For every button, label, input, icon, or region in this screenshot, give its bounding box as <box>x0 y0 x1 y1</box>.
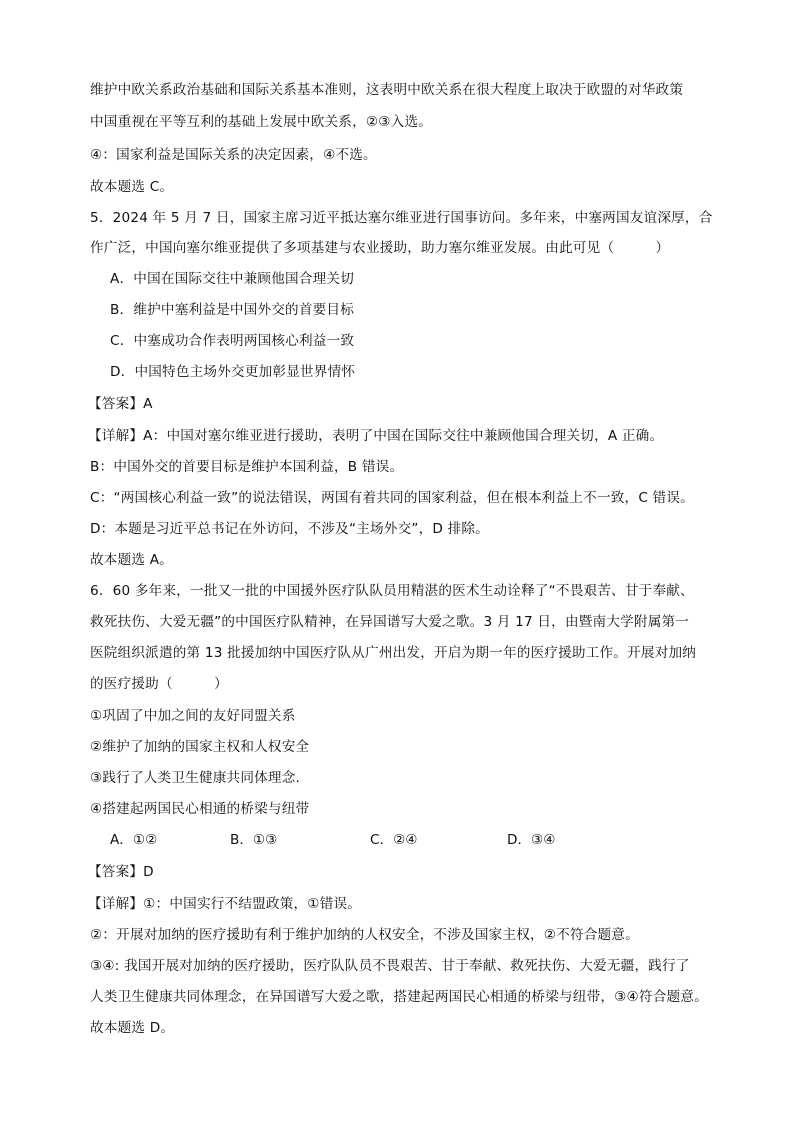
explanation-line: ③④: 我国开展对加纳的医疗援助，医疗队队员不畏艰苦、甘于奉献、救死扶伤、大爱无疆，践行了 <box>90 958 690 974</box>
explanation-line: 人类卫生健康共同体理念，在异国谱写大爱之歌，搭建起两国民心相通的桥梁与纽带，③④符合题意。 <box>90 989 708 1005</box>
question-5-option-b: B．维护中塞利益是中国外交的首要目标 <box>110 302 355 318</box>
question-6-stem: 6．60 多年来，一批又一批的中国援外医疗队队员用精湛的医术生动诠释了“不畏艰苦、甘于奉献、 <box>90 583 694 599</box>
answer-label: 【答案】A <box>88 396 153 412</box>
question-6-stem: 救死扶伤、大爱无疆”的中国医疗队精神，在异国谱写大爱之歌。3 月 17 日，由暨南大学附属第一 <box>90 614 690 630</box>
question-6-stem: 的医疗援助（ ） <box>90 676 228 692</box>
question-6-option-b: B．①③ <box>230 832 278 848</box>
explanation-line: C：“两国核心利益一致”的说法错误，两国有着共同的国家利益，但在根本利益上不一致，C 错误。 <box>90 490 694 506</box>
question-5-stem: 作广泛，中国向塞尔维亚提供了多项基建与农业援助，助力塞尔维亚发展。由此可见（ ） <box>90 240 670 256</box>
question-6-option-c: C．②④ <box>370 832 418 848</box>
conclusion-line: 故本题选 A。 <box>90 552 173 568</box>
text-line: 中国重视在平等互利的基础上发展中欧关系，②③入选。 <box>90 114 433 130</box>
answer-label: 【答案】D <box>88 864 154 880</box>
question-6-item-3: ③践行了人类卫生健康共同体理念. <box>90 770 301 786</box>
explanation-line: D：本题是习近平总书记在外访问，不涉及“主场外交”，D 排除。 <box>90 521 489 537</box>
question-6-option-d: D．③④ <box>507 832 556 848</box>
explanation-line: 【详解】①：中国实行不结盟政策，①错误。 <box>88 896 362 912</box>
question-5-option-d: D．中国特色主场外交更加彰显世界情怀 <box>110 364 356 380</box>
explanation-line: 【详解】A：中国对塞尔维亚进行援助，表明了中国在国际交往中兼顾他国合理关切，A 正确。 <box>88 428 664 444</box>
question-5-stem: 5．2024 年 5 月 7 日，国家主席习近平抵达塞尔维亚进行国事访问。多年来，中塞两国友谊深厚，合 <box>90 210 713 226</box>
question-5-option-c: C．中塞成功合作表明两国核心利益一致 <box>110 333 355 349</box>
question-6-item-4: ④搭建起两国民心相通的桥梁与纽带 <box>90 801 310 817</box>
text-line: 故本题选 C。 <box>90 179 174 195</box>
text-line: 维护中欧关系政治基础和国际关系基本准则，这表明中欧关系在很大程度上取决于欧盟的对华政策 <box>90 82 684 98</box>
explanation-line: ②：开展对加纳的医疗援助有利于维护加纳的人权安全，不涉及国家主权，②不符合题意。 <box>90 927 639 943</box>
question-6-item-1: ①巩固了中加之间的友好同盟关系 <box>90 708 296 724</box>
question-6-stem: 医院组织派遣的第 13 批援加纳中国医疗队从广州出发，开启为期一年的医疗援助工作。开展对加纳 <box>90 645 697 661</box>
conclusion-line: 故本题选 D。 <box>90 1020 175 1036</box>
question-6-option-a: A．①② <box>110 832 158 848</box>
question-5-option-a: A．中国在国际交往中兼顾他国合理关切 <box>110 271 354 287</box>
text-line: ④：国家利益是国际关系的决定因素，④不选。 <box>90 147 377 163</box>
explanation-line: B：中国外交的首要目标是维护本国利益，B 错误。 <box>90 459 404 475</box>
question-6-item-2: ②维护了加纳的国家主权和人权安全 <box>90 739 310 755</box>
